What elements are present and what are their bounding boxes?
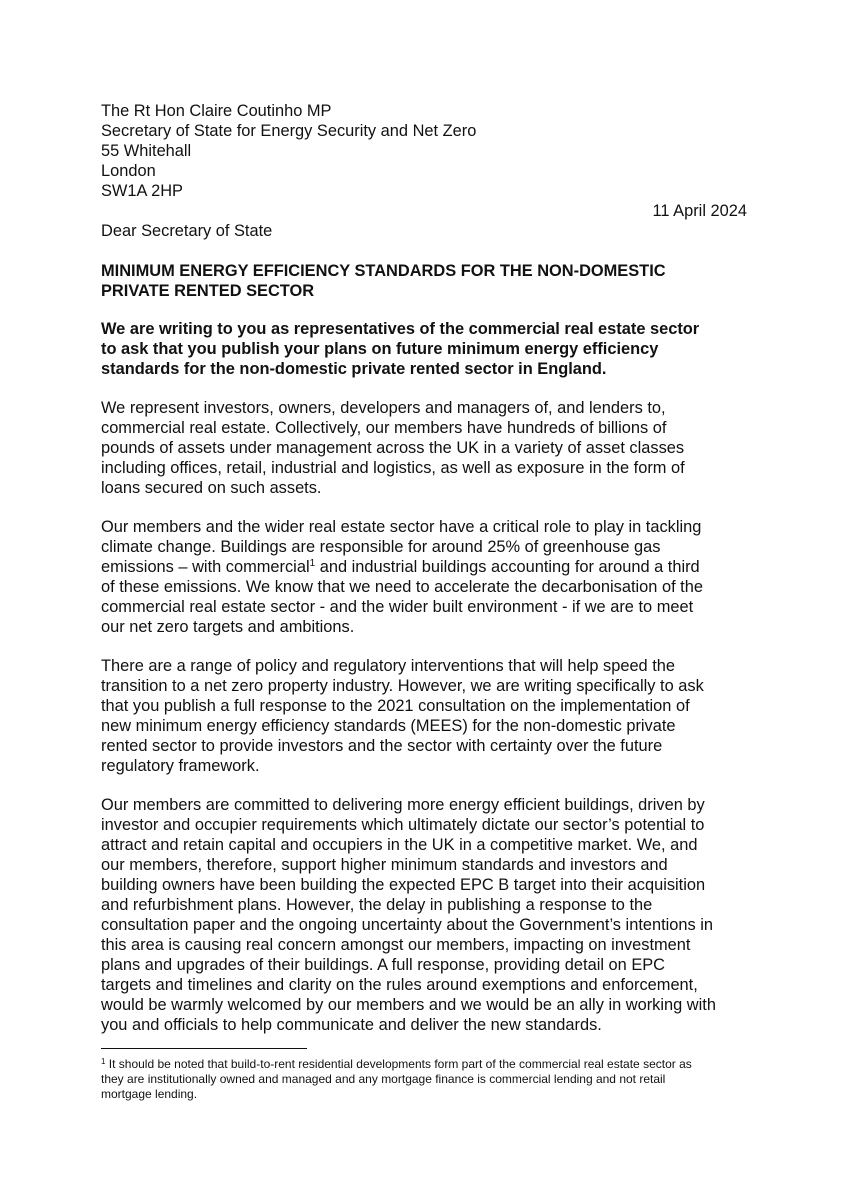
paragraph-text: and industrial buildings accounting for around a third	[315, 558, 700, 576]
intro-line: We are writing to you as representatives of the commercial real estate sector	[101, 320, 700, 338]
paragraph-line: you and officials to help communicate and deliver the new standards.	[101, 1016, 602, 1034]
footnote-marker: 1	[101, 1057, 106, 1066]
intro-paragraph	[101, 319, 761, 379]
recipient-title: Secretary of State for Energy Security and Net Zero	[101, 122, 477, 140]
paragraph-line: commercial real estate. Collectively, our members have hundreds of billions of	[101, 419, 667, 437]
paragraph-line: our net zero targets and ambitions.	[101, 618, 355, 636]
recipient-street: 55 Whitehall	[101, 142, 192, 160]
paragraph-line: including offices, retail, industrial and logistics, as well as exposure in the form of	[101, 459, 685, 477]
footnote-line	[101, 1057, 761, 1072]
paragraph-line: climate change. Buildings are responsible for around 25% of greenhouse gas	[101, 538, 661, 556]
paragraph-line: There are a range of policy and regulatory interventions that will help speed the	[101, 657, 676, 675]
subject-line: MINIMUM ENERGY EFFICIENCY STANDARDS FOR THE NON-DOMESTIC	[101, 262, 666, 280]
body-paragraph-3	[101, 656, 761, 776]
paragraph-line: regulatory framework.	[101, 757, 260, 775]
paragraph-line: pounds of assets under management across the UK in a variety of asset classes	[101, 439, 685, 457]
paragraph-line: targets and timelines and clarity on the rules around exemptions and enforcement,	[101, 976, 698, 994]
paragraph-line: loans secured on such assets.	[101, 479, 322, 497]
paragraph-line: new minimum energy efficiency standards (MEES) for the non-domestic private	[101, 717, 676, 735]
footnote-reference[interactable]: 1	[309, 558, 316, 569]
paragraph-line: transition to a net zero property industry. However, we are writing specifically to ask	[101, 677, 704, 695]
footnote-line: mortgage lending.	[101, 1087, 198, 1101]
paragraph-text: emissions – with commercial	[101, 558, 310, 576]
intro-line: to ask that you publish your plans on future minimum energy efficiency	[101, 340, 659, 358]
paragraph-line: rented sector to provide investors and the sector with certainty over the future	[101, 737, 663, 755]
paragraph-line: building owners have been building the expected EPC B target into their acquisition	[101, 876, 706, 894]
recipient-postcode: SW1A 2HP	[101, 182, 183, 200]
paragraph-line: We represent investors, owners, developers and managers of, and lenders to,	[101, 399, 666, 417]
paragraph-line: investor and occupier requirements which ultimately dictate our sector’s potential to	[101, 816, 705, 834]
paragraph-line: Our members are committed to delivering more energy efficient buildings, driven by	[101, 796, 705, 814]
intro-line: standards for the non-domestic private rented sector in England.	[101, 360, 607, 378]
paragraph-line: consultation paper and the ongoing uncertainty about the Government’s intentions in	[101, 916, 714, 934]
footnote-line: they are institutionally owned and managed and any mortgage finance is commercial lending and not retail	[101, 1072, 666, 1086]
recipient-name: The Rt Hon Claire Coutinho MP	[101, 102, 332, 120]
paragraph-line: and refurbishment plans. However, the delay in publishing a response to the	[101, 896, 653, 914]
paragraph-line: attract and retain capital and occupiers in the UK in a competitive market. We, and	[101, 836, 698, 854]
salutation: Dear Secretary of State	[101, 222, 273, 240]
subject-line: PRIVATE RENTED SECTOR	[101, 282, 315, 300]
body-paragraph-4	[101, 795, 761, 1035]
body-paragraph-1	[101, 398, 761, 498]
letter-date: 11 April 2024	[652, 202, 747, 220]
paragraph-line: that you publish a full response to the 2021 consultation on the implementation of	[101, 697, 690, 715]
body-paragraph-2	[101, 517, 761, 637]
paragraph-line: plans and upgrades of their buildings. A full response, providing detail on EPC	[101, 956, 666, 974]
paragraph-line: our members, therefore, support higher minimum standards and investors and	[101, 856, 668, 874]
paragraph-line: of these emissions. We know that we need to accelerate the decarbonisation of the	[101, 578, 703, 596]
footnote	[101, 1057, 761, 1102]
footnote-text: It should be noted that build-to-rent residential developments form part of the commercial real estate sector as	[105, 1057, 692, 1071]
paragraph-line: would be warmly welcomed by our members and we would be an ally in working with	[101, 996, 716, 1014]
subject-heading	[101, 261, 761, 301]
paragraph-line: commercial real estate sector - and the wider built environment - if we are to meet	[101, 598, 694, 616]
paragraph-line-with-footnote	[101, 557, 761, 577]
paragraph-line: this area is causing real concern amongst our members, impacting on investment	[101, 936, 691, 954]
recipient-address	[101, 101, 761, 201]
paragraph-line: Our members and the wider real estate sector have a critical role to play in tackling	[101, 518, 702, 536]
footnote-divider	[101, 1048, 307, 1049]
recipient-city: London	[101, 162, 156, 180]
